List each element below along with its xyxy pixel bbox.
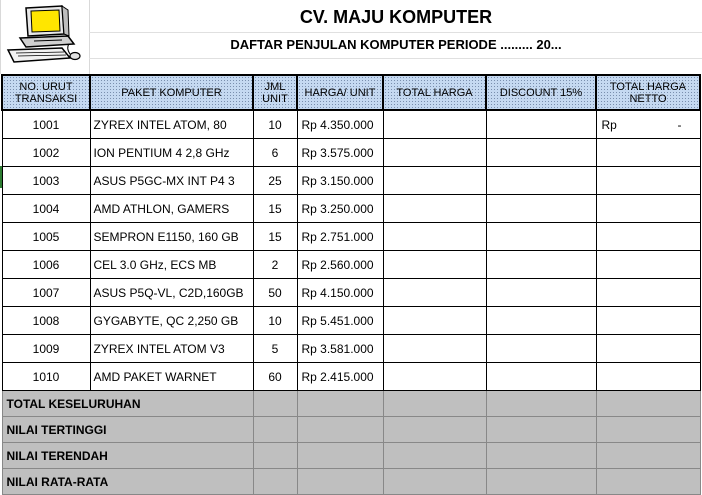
summary-row (2, 443, 700, 469)
cell-total-harga[interactable] (383, 139, 486, 167)
table-row (2, 167, 700, 195)
cell-discount[interactable] (486, 279, 596, 307)
summary-cell[interactable] (383, 417, 486, 443)
summary-cell[interactable] (486, 417, 596, 443)
cell-paket[interactable]: CEL 3.0 GHz, ECS MB (90, 251, 253, 279)
table-row (2, 307, 700, 335)
cell-paket[interactable]: GYGABYTE, QC 2,250 GB (90, 307, 253, 335)
computer-clipart-icon (4, 4, 82, 66)
cell-paket[interactable]: ASUS P5GC-MX INT P4 3 (90, 167, 253, 195)
cell-total-harga[interactable] (383, 307, 486, 335)
cell-no-urut[interactable]: 1010 (2, 363, 90, 391)
cell-harga-unit[interactable]: Rp 3.150.000 (297, 167, 383, 195)
cell-paket[interactable]: ION PENTIUM 4 2,8 GHz (90, 139, 253, 167)
cell-total-netto[interactable] (596, 223, 700, 251)
cell-total-netto[interactable] (596, 307, 700, 335)
summary-cell[interactable] (596, 417, 700, 443)
summary-cell[interactable] (596, 391, 700, 417)
col-header-paket[interactable]: PAKET KOMPUTER (90, 75, 253, 110)
cell-total-harga[interactable] (383, 110, 486, 139)
cell-paket[interactable]: AMD ATHLON, GAMERS (90, 195, 253, 223)
col-header-discount[interactable]: DISCOUNT 15% (486, 75, 596, 110)
cell-total-harga[interactable] (383, 363, 486, 391)
cell-harga-unit[interactable]: Rp 3.250.000 (297, 195, 383, 223)
cell-total-netto[interactable] (596, 279, 700, 307)
summary-cell[interactable] (486, 391, 596, 417)
cell-total-harga[interactable] (383, 167, 486, 195)
cell-total-harga[interactable] (383, 279, 486, 307)
cell-jml-unit[interactable]: 10 (253, 110, 297, 139)
table-row (2, 139, 700, 167)
cell-jml-unit[interactable]: 2 (253, 251, 297, 279)
cell-harga-unit[interactable]: Rp 2.751.000 (297, 223, 383, 251)
cell-no-urut[interactable]: 1005 (2, 223, 90, 251)
cell-discount[interactable] (486, 139, 596, 167)
cell-paket[interactable]: AMD PAKET WARNET (90, 363, 253, 391)
cell-harga-unit[interactable]: Rp 4.350.000 (297, 110, 383, 139)
table-row (2, 363, 700, 391)
table-row (2, 335, 700, 363)
col-header-jml-unit[interactable]: JML UNIT (253, 75, 297, 110)
cell-jml-unit[interactable]: 15 (253, 195, 297, 223)
summary-label[interactable]: NILAI TERTINGGI (2, 417, 253, 443)
sheet-header (0, 0, 702, 74)
cell-total-netto[interactable] (596, 110, 700, 139)
table-row (2, 195, 700, 223)
col-header-total-harga[interactable]: TOTAL HARGA (383, 75, 486, 110)
netto-currency: Rp (601, 117, 617, 132)
summary-cell[interactable] (253, 469, 297, 495)
cell-no-urut[interactable]: 1009 (2, 335, 90, 363)
summary-cell[interactable] (297, 469, 383, 495)
summary-cell[interactable] (253, 391, 297, 417)
cell-harga-unit[interactable]: Rp 3.575.000 (297, 139, 383, 167)
summary-row (2, 469, 700, 495)
cell-total-netto[interactable] (596, 167, 700, 195)
cell-jml-unit[interactable]: 5 (253, 335, 297, 363)
cell-paket[interactable]: ZYREX INTEL ATOM, 80 (90, 110, 253, 139)
summary-label[interactable]: NILAI TERENDAH (2, 443, 253, 469)
cell-total-netto[interactable] (596, 363, 700, 391)
summary-cell[interactable] (297, 417, 383, 443)
cell-total-harga[interactable] (383, 251, 486, 279)
cell-discount[interactable] (486, 307, 596, 335)
cell-no-urut[interactable]: 1002 (2, 139, 90, 167)
cell-jml-unit[interactable]: 15 (253, 223, 297, 251)
cell-total-harga[interactable] (383, 335, 486, 363)
summary-row (2, 391, 700, 417)
table-row (2, 110, 700, 139)
cell-harga-unit[interactable]: Rp 2.415.000 (297, 363, 383, 391)
cell-jml-unit[interactable]: 10 (253, 307, 297, 335)
table-row (2, 223, 700, 251)
cell-no-urut[interactable]: 1008 (2, 307, 90, 335)
summary-cell[interactable] (383, 469, 486, 495)
cell-harga-unit[interactable]: Rp 3.581.000 (297, 335, 383, 363)
cell-discount[interactable] (486, 363, 596, 391)
cell-discount[interactable] (486, 251, 596, 279)
cell-discount[interactable] (486, 110, 596, 139)
cell-total-netto[interactable] (596, 195, 700, 223)
summary-cell[interactable] (486, 469, 596, 495)
cell-no-urut[interactable]: 1003 (2, 167, 90, 195)
cell-discount[interactable] (486, 223, 596, 251)
cell-jml-unit[interactable]: 50 (253, 279, 297, 307)
cell-discount[interactable] (486, 195, 596, 223)
summary-cell[interactable] (596, 443, 700, 469)
cell-discount[interactable] (486, 167, 596, 195)
col-header-total-netto[interactable]: TOTAL HARGA NETTO (596, 75, 700, 110)
summary-cell[interactable] (383, 443, 486, 469)
sales-table (1, 74, 701, 495)
cell-total-harga[interactable] (383, 223, 486, 251)
summary-row (2, 417, 700, 443)
cell-discount[interactable] (486, 335, 596, 363)
summary-label[interactable]: TOTAL KESELURUHAN (2, 391, 253, 417)
cell-paket[interactable]: SEMPRON E1150, 160 GB (90, 223, 253, 251)
summary-cell[interactable] (596, 469, 700, 495)
summary-cell[interactable] (253, 417, 297, 443)
cell-jml-unit[interactable]: 25 (253, 167, 297, 195)
cell-total-netto[interactable] (596, 335, 700, 363)
cell-no-urut[interactable]: 1004 (2, 195, 90, 223)
summary-cell[interactable] (253, 443, 297, 469)
summary-cell[interactable] (297, 443, 383, 469)
table-header-row (2, 75, 700, 110)
cell-total-harga[interactable] (383, 195, 486, 223)
col-header-harga-unit[interactable]: HARGA/ UNIT (297, 75, 383, 110)
summary-cell[interactable] (486, 443, 596, 469)
cell-harga-unit[interactable]: Rp 2.560.000 (297, 251, 383, 279)
cell-no-urut[interactable]: 1001 (2, 110, 90, 139)
cell-jml-unit[interactable]: 6 (253, 139, 297, 167)
company-title: CV. MAJU KOMPUTER (299, 7, 493, 27)
cell-harga-unit[interactable]: Rp 5.451.000 (297, 307, 383, 335)
summary-cell[interactable] (383, 391, 486, 417)
summary-cell[interactable] (297, 391, 383, 417)
report-period-title: DAFTAR PENJULAN KOMPUTER PERIODE ......... 20... (230, 37, 562, 52)
cell-paket[interactable]: ASUS P5Q-VL, C2D,160GB (90, 279, 253, 307)
cell-total-netto[interactable] (596, 251, 700, 279)
cell-harga-unit[interactable]: Rp 4.150.000 (297, 279, 383, 307)
cell-jml-unit[interactable]: 60 (253, 363, 297, 391)
table-row (2, 279, 700, 307)
col-header-no-urut[interactable]: NO. URUT TRANSAKSI (2, 75, 90, 110)
cell-no-urut[interactable]: 1006 (2, 251, 90, 279)
cell-total-netto[interactable] (596, 139, 700, 167)
cell-no-urut[interactable]: 1007 (2, 279, 90, 307)
cell-paket[interactable]: ZYREX INTEL ATOM V3 (90, 335, 253, 363)
netto-value: - (677, 117, 682, 132)
table-row (2, 251, 700, 279)
summary-label[interactable]: NILAI RATA-RATA (2, 469, 253, 495)
